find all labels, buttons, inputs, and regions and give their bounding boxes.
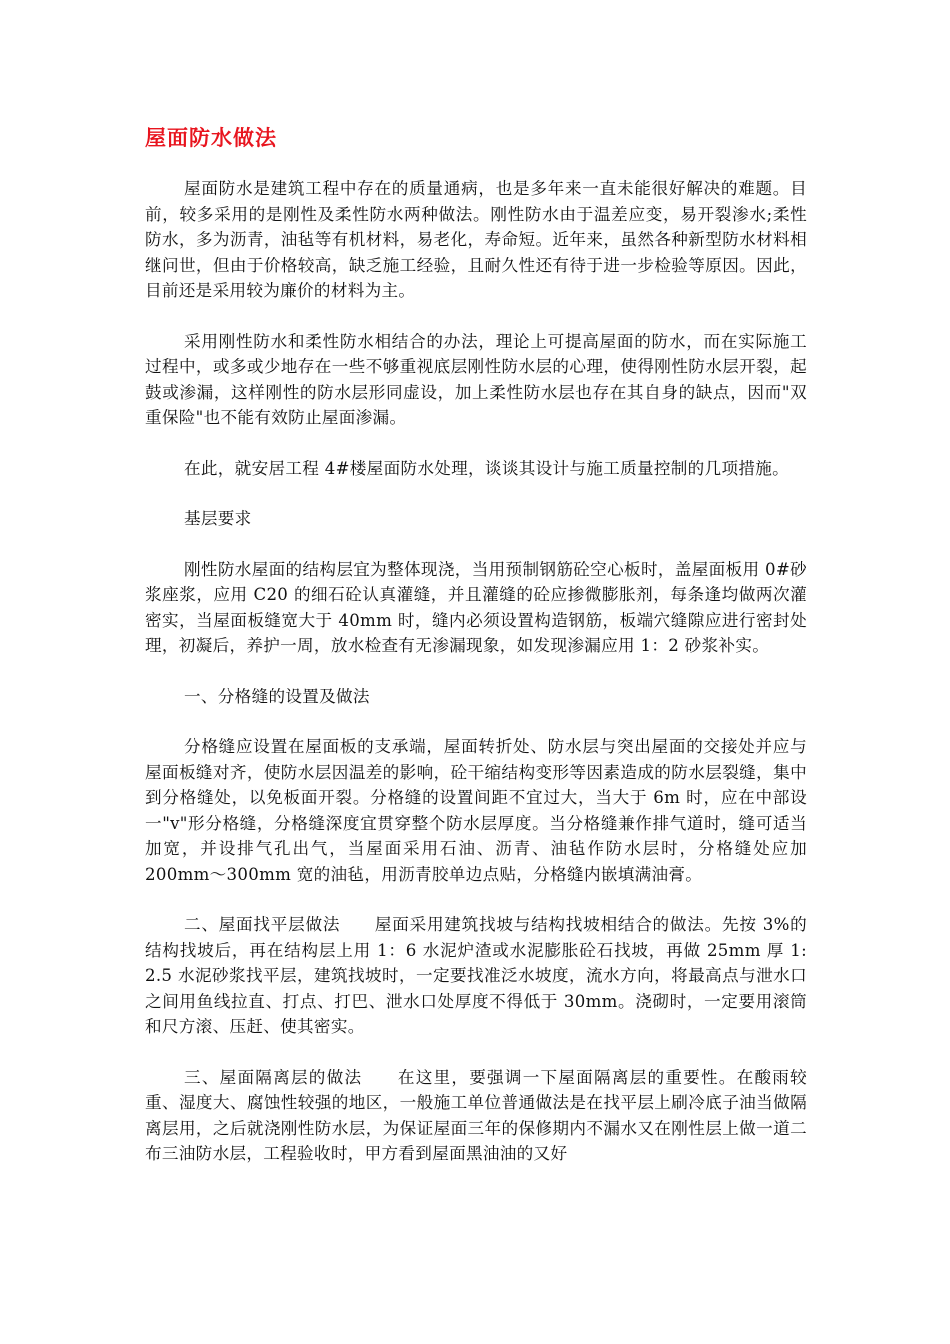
paragraph-combined-method: 采用刚性防水和柔性防水相结合的办法，理论上可提高屋面的防水，而在实际施工过程中，或多或少地存在一些不够重视底层刚性防水层的心理，使得刚性防水层开裂，起鼓或渗漏，这样刚性的防水层形同虚设，加上柔性防水层也存在其自身的缺点，因而"双重保险"也不能有效防止屋面渗漏。 — [145, 331, 807, 427]
paragraph-isolation-layer: 三、屋面隔离层的做法 在这里，要强调一下屋面隔离层的重要性。在酸雨较重、湿度大、腐蚀性较强的地区，一般施工单位普通做法是在找平层上刷冷底子油当做隔离层用，之后就浇刚性防水层，为保证屋面三年的保修期内不漏水又在刚性层上做一道二布三油防水层，工程验收时，甲方看到屋面黑油油的又好 — [145, 1067, 807, 1163]
paragraph-leveling-layer: 二、屋面找平层做法 屋面采用建筑找坡与结构找坡相结合的做法。先按 3%的结构找坡后，再在结构层上用 1：6 水泥炉渣或水泥膨胀砼石找坡，再做 25mm 厚 1: 2.5 水泥砂浆找平层，建筑找坡时，一定要找准泛水坡度，流水方向，将最高点与泄水口之间用鱼线拉直、打点、打巴、泄水口处厚度不得低于 30mm。浇砌时，一定要用滚筒和尺方滚、压赶、使其密实。 — [145, 915, 807, 1036]
paragraph-project-note: 在此，就安居工程 4#楼屋面防水处理，谈谈其设计与施工质量控制的几项措施。 — [184, 458, 790, 478]
paragraph-base-requirements: 刚性防水屋面的结构层宜为整体现浇，当用预制钢筋砼空心板时，盖屋面板用 0#砂浆座浆，应用 C20 的细石砼认真灌缝，并且灌缝的砼应掺微膨胀剂，每条逢均做两次灌密实，当屋面板缝宽大于 40mm 时，缝内必须设置构造钢筋，板端穴缝隙应进行密封处理，初凝后，养护一周，放水检查有无渗漏现象，如发现渗漏应用 1：2 砂浆补实。 — [145, 559, 807, 655]
paragraph-intro: 屋面防水是建筑工程中存在的质量通病，也是多年来一直未能很好解决的难题。目前，较多采用的是刚性及柔性防水两种做法。刚性防水由于温差应变，易开裂渗水;柔性防水，多为沥青，油毡等有机材料，易老化，寿命短。近年来，虽然各种新型防水材料相继问世，但由于价格较高，缺乏施工经验，且耐久性还有待于进一步检验等原因。因此，目前还是采用较为廉价的材料为主。 — [145, 179, 807, 300]
section-heading-joints: 一、分格缝的设置及做法 — [184, 686, 370, 706]
document-body — [145, 176, 807, 1192]
paragraph-joints: 分格缝应设置在屋面板的支承端，屋面转折处、防水层与突出屋面的交接处并应与屋面板缝对齐，使防水层因温差的影响，砼干缩结构变形等因素造成的防水层裂缝，集中到分格缝处，以免板面开裂。分格缝的设置间距不宜过大，当大于 6m 时，应在中部设一"v"形分格缝，分格缝深度宜贯穿整个防水层厚度。当分格缝兼作排气道时，缝可适当加宽，并设排气孔出气，当屋面采用石油、沥青、油毡作防水层时，分格缝处应加 200mm～300mm 宽的油毡，用沥青胶单边点贴，分格缝内嵌填满油膏。 — [145, 737, 807, 884]
document-title: 屋面防水做法 — [145, 126, 277, 150]
section-heading-base: 基层要求 — [184, 509, 252, 528]
